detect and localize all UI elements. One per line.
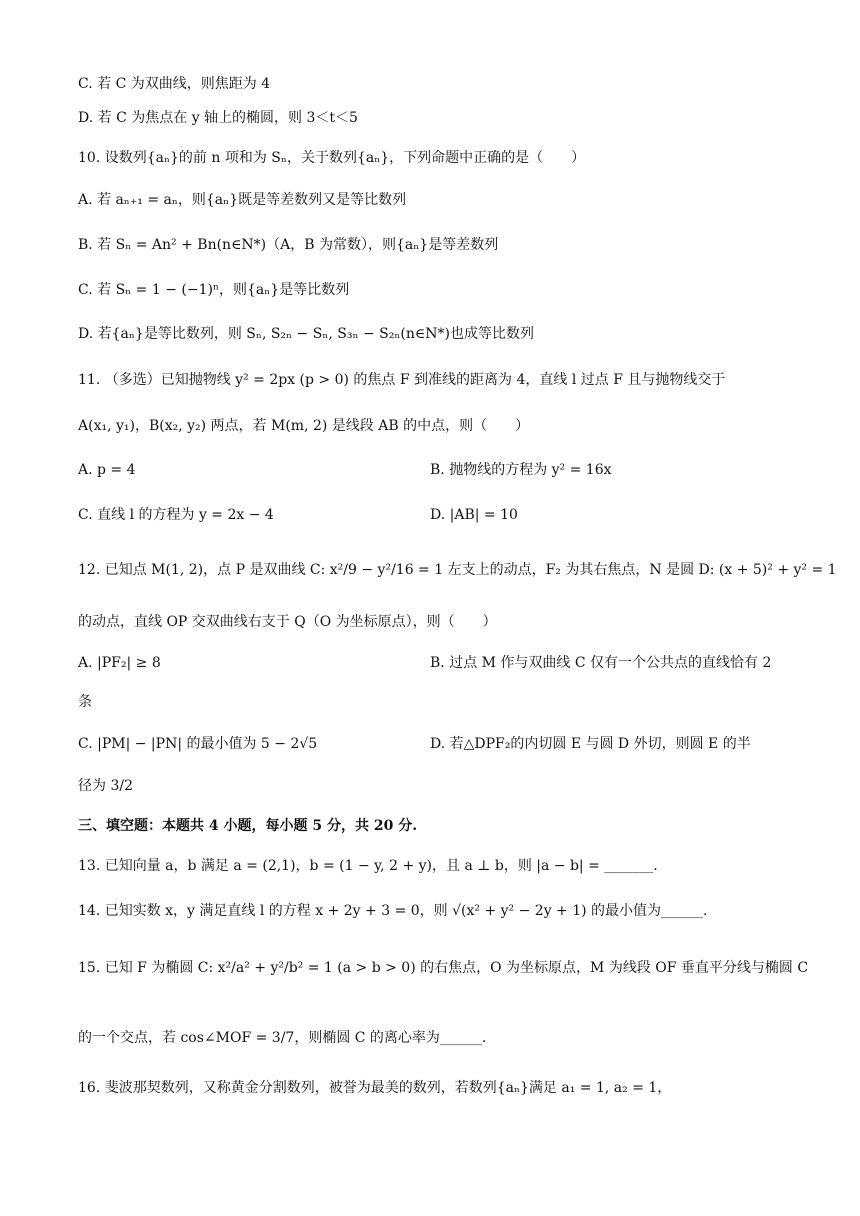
option-b10: B. 若 Sₙ = An² + Bn(n∈N*)（A，B 为常数），则{aₙ}是等差数列 xyxy=(78,237,499,253)
question-11-line1: 11. （多选）已知抛物线 y² = 2px (p > 0) 的焦点 F 到准线的距离为 4，直线 l 过点 F 且与抛物线交于 xyxy=(78,372,726,388)
option-d11: D. |AB| = 10 xyxy=(430,507,518,523)
option-b11: B. 抛物线的方程为 y² = 16x xyxy=(430,462,612,478)
question-15-line2: 的一个交点，若 cos∠MOF = 3/7，则椭圆 C 的离心率为______. xyxy=(78,1030,487,1046)
line-d9: D. 若 C 为焦点在 y 轴上的椭圆，则 3＜t＜5 xyxy=(78,110,358,126)
question-12-line1: 12. 已知点 M(1, 2)，点 P 是双曲线 C: x²/9 − y²/16 = 1 左支上的动点，F₂ 为其右焦点，N 是圆 D: (x + 5)² + y² = 1 xyxy=(78,562,837,578)
option-d10: D. 若{aₙ}是等比数列，则 Sₙ, S₂ₙ − Sₙ, S₃ₙ − S₂ₙ(n∈N*)也成等比数列 xyxy=(78,326,534,342)
question-11-line2: A(x₁, y₁)，B(x₂, y₂) 两点，若 M(m, 2) 是线段 AB 的中点，则（ ） xyxy=(78,418,530,434)
option-b12-line2: 条 xyxy=(78,694,92,710)
option-c12: C. |PM| − |PN| 的最小值为 5 − 2√5 xyxy=(78,736,318,752)
question-12-line2: 的动点，直线 OP 交双曲线右支于 Q（O 为坐标原点），则（ ） xyxy=(78,614,497,630)
question-16: 16. 斐波那契数列，又称黄金分割数列，被誉为最美的数列，若数列{aₙ}满足 a₁ = 1, a₂ = 1， xyxy=(78,1080,672,1096)
question-14: 14. 已知实数 x，y 满足直线 l 的方程 x + 2y + 3 = 0，则 √(x² + y² − 2y + 1) 的最小值为______. xyxy=(78,903,708,919)
question-10: 10. 设数列{aₙ}的前 n 项和为 Sₙ，关于数列{aₙ}，下列命题中正确的是（ ） xyxy=(78,150,586,166)
option-d12-line2: 径为 3/2 xyxy=(78,778,133,794)
option-a11: A. p = 4 xyxy=(78,462,136,478)
option-d12-line1: D. 若△DPF₂的内切圆 E 与圆 D 外切，则圆 E 的半 xyxy=(430,736,751,752)
question-13: 13. 已知向量 a，b 满足 a = (2,1)，b = (1 − y, 2 + y)，且 a ⊥ b，则 |a − b| = _______. xyxy=(78,858,658,874)
option-a12: A. |PF₂| ≥ 8 xyxy=(78,655,161,671)
question-15-line1: 15. 已知 F 为椭圆 C: x²/a² + y²/b² = 1 (a > b > 0) 的右焦点，O 为坐标原点，M 为线段 OF 垂直平分线与椭圆 C xyxy=(78,960,809,976)
option-c10: C. 若 Sₙ = 1 − (−1)ⁿ，则{aₙ}是等比数列 xyxy=(78,282,350,298)
option-c11: C. 直线 l 的方程为 y = 2x − 4 xyxy=(78,507,274,523)
section-3-heading: 三、填空题：本题共 4 小题，每小题 5 分，共 20 分. xyxy=(78,818,418,834)
line-c9: C. 若 C 为双曲线，则焦距为 4 xyxy=(78,76,271,92)
option-a10: A. 若 aₙ₊₁ = aₙ，则{aₙ}既是等差数列又是等比数列 xyxy=(78,192,407,208)
option-b12-line1: B. 过点 M 作与双曲线 C 仅有一个公共点的直线恰有 2 xyxy=(430,655,772,671)
